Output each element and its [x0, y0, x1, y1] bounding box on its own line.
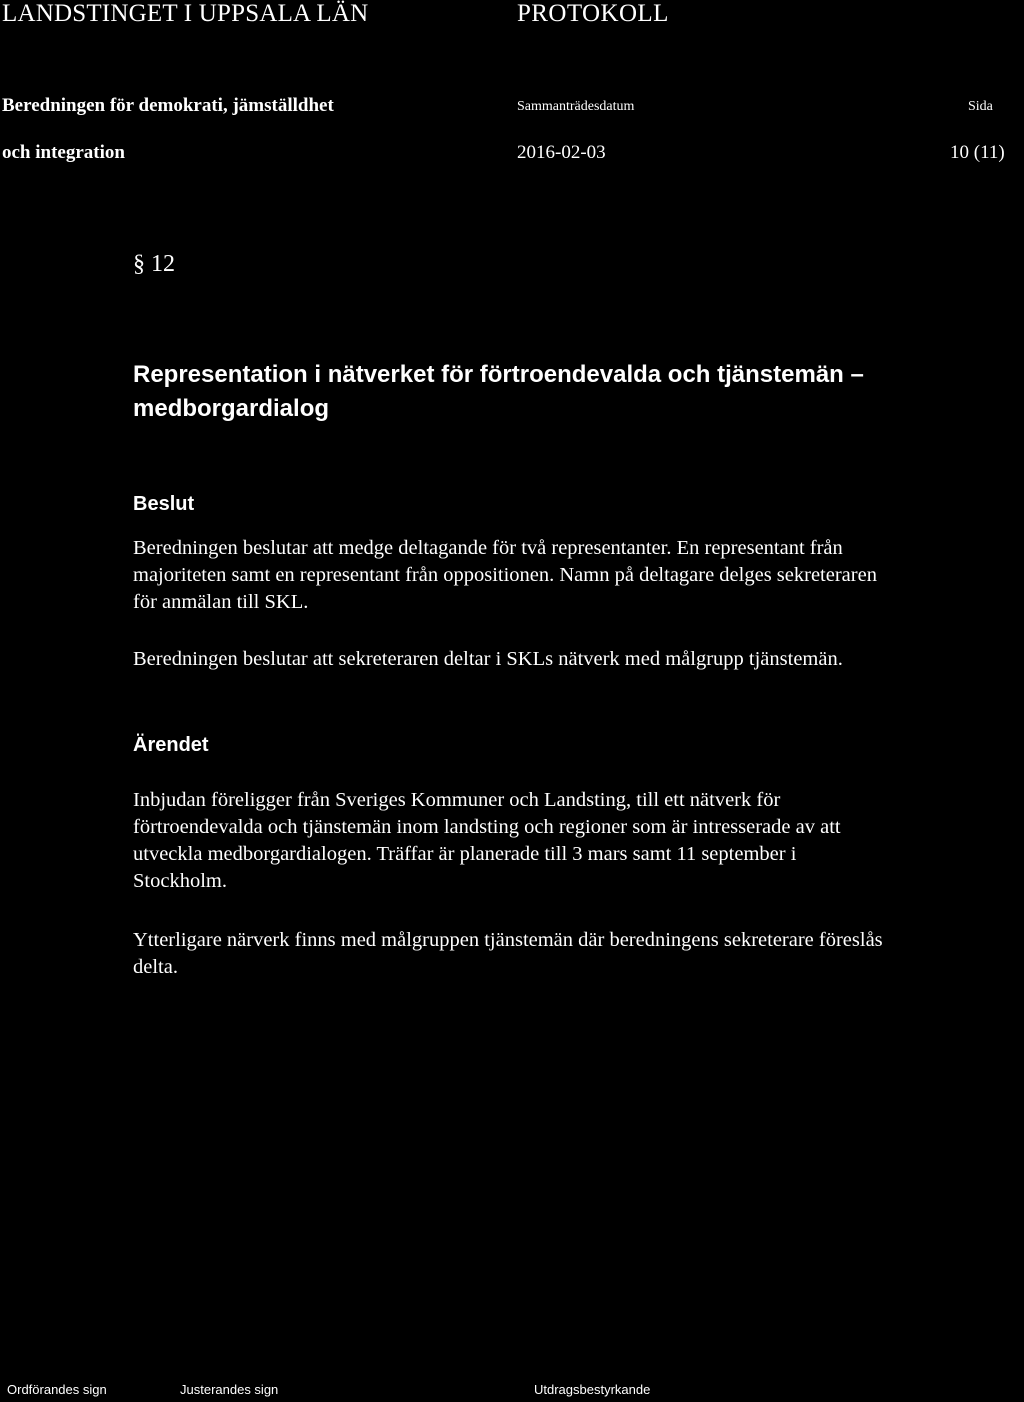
extract-certification-label: Utdragsbestyrkande — [534, 1382, 651, 1397]
meeting-date: 2016-02-03 — [517, 142, 606, 163]
committee-name-line2: och integration — [2, 142, 125, 163]
paragraph-number: § 12 — [133, 251, 175, 277]
section-title-line1: Representation i nätverket för förtroendevalda och tjänstemän – — [133, 361, 864, 388]
text-line: majoriteten samt en representant från oppositionen. Namn på deltagare delges sekreteraren — [133, 564, 877, 586]
text-line: Beredningen beslutar att sekreteraren deltar i SKLs nätverk med målgrupp tjänstemän. — [133, 648, 843, 670]
text-line: för anmälan till SKL. — [133, 591, 309, 613]
text-line: Ytterligare närverk finns med målgruppen tjänstemän där beredningens sekreterare föreslås — [133, 929, 883, 951]
text-line: förtroendevalda och tjänstemän inom landsting och regioner som är intresserade av att — [133, 816, 841, 838]
matter-paragraph-1 — [133, 787, 1023, 895]
section-title-line2: medborgardialog — [133, 395, 330, 422]
meeting-date-label: Sammanträdesdatum — [517, 99, 635, 114]
text-line: utveckla medborgardialogen. Träffar är planerade till 3 mars samt 11 september i — [133, 843, 797, 865]
text-line: Beredningen beslutar att medge deltagande för två representanter. En representant från — [133, 537, 843, 559]
decision-paragraph-2 — [133, 646, 1023, 673]
committee-name-line1: Beredningen för demokrati, jämställdhet — [2, 95, 334, 116]
text-line: delta. — [133, 956, 178, 978]
text-line: Inbjudan föreligger från Sveriges Kommuner och Landsting, till ett nätverk för — [133, 789, 781, 811]
adjuster-signature-label: Justerandes sign — [180, 1382, 279, 1397]
section-title — [133, 358, 1013, 426]
organization-name: LANDSTINGET I UPPSALA LÄN — [2, 0, 369, 27]
decision-paragraph-1 — [133, 535, 1023, 616]
text-line: Stockholm. — [133, 870, 227, 892]
chair-signature-label: Ordförandes sign — [7, 1382, 107, 1397]
decision-heading: Beslut — [133, 493, 195, 515]
matter-paragraph-2 — [133, 927, 1023, 981]
page-number: 10 (11) — [950, 142, 1005, 163]
page-label: Sida — [968, 99, 993, 114]
document-type: PROTOKOLL — [517, 0, 669, 27]
matter-heading: Ärendet — [133, 734, 209, 756]
